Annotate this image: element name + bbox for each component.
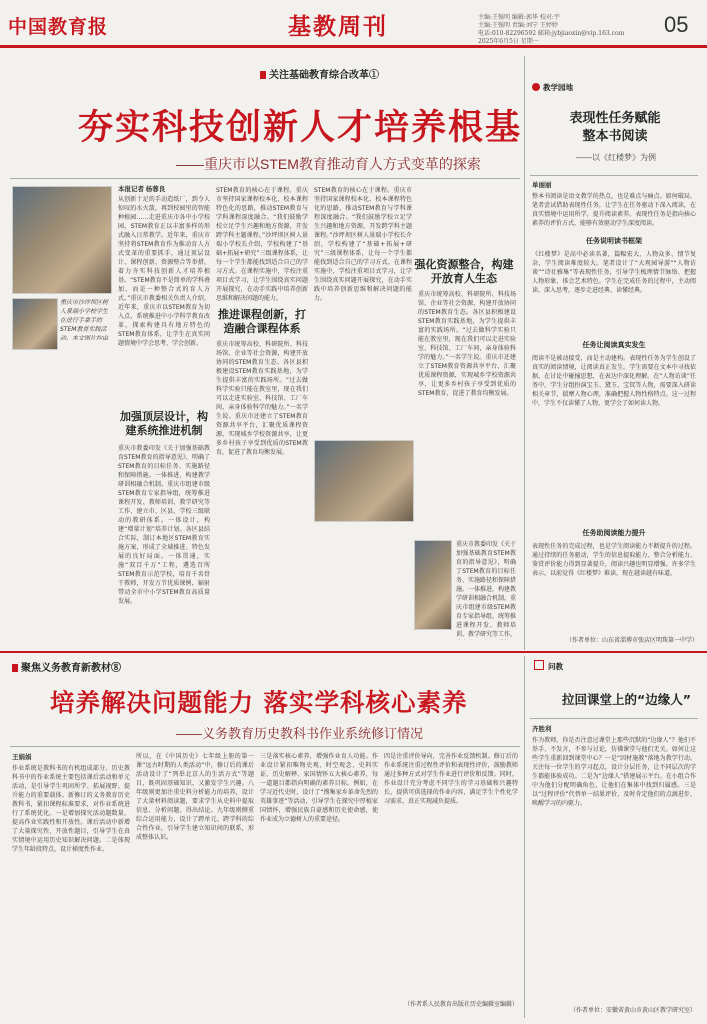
editor-line-2: 主编:王强明 责编:刘宁 王婷婷 <box>478 22 558 29</box>
masthead-logo: 中国教育报 <box>8 16 109 38</box>
feature-column-5: 重庆市统筹高校、科研院所、科技场馆、企业等社会资源，构建开放协同的STEM教育生态。各区县积极建设STEM教育实践基地，为学生提供丰富的实践场所。“过去做科学实验只能在教室里，现在我们可以走进实验室、科技馆、工厂车间，亲身体验科学的魅力。”一名学生说。重庆市还建立了STEM教育资源共享平台，汇聚优质课程资源，实现城乡学校资源共享，让更多乡村孩子享受到优质的STEM教育，促进了教育均衡发展。 <box>418 291 516 397</box>
ask-headline[interactable]: 拉回课堂上的“边缘人” <box>562 692 691 707</box>
feature-column-tag: 关注基础教育综合改革① <box>260 66 379 81</box>
feature-photo-3 <box>414 540 452 630</box>
feature-photo-2 <box>12 298 58 350</box>
sidebar-intro: 整本书阅读是语文教学的热点，也是难点与痛点。如何破局，笔者尝试借助表现性任务，让学生在任务驱动下深入阅读，在真实情境中运用所学，提升阅读素养。表现性任务是指向核心素养的评价方式，能够有效驱动学生深度阅读。 <box>532 193 696 227</box>
feature-column-2: 重庆市教委印发《关于加强基础教育STEM教育的指导意见》，明确了STEM教育的目标任务、实施路径和保障措施。一体推进，构建教学研训相融合机制。重庆市组建市级STEM教育专家指导组，统筹推进课程开发、教师培训、教学研究等工作，建立市、区县、学校三级联动的教研体系。一体设计，构建“增量计划”培养计划。各区县结合实际，制订本地区STEM教育实施方案，形成了全域推进、特色发展的良好局面。一体贯通，实施“双百千万”工程，遴选百所STEM教育示范学校，培育千名骨干教师，开发万节优质课例，辐射带动全市中小学STEM教育高质量发展。 <box>118 445 210 605</box>
date-line: 2025年6月5日 星期一 <box>478 38 539 45</box>
sidebar-headline-line-1: 表现性任务赋能 <box>569 111 661 126</box>
bottom-byline: 王娟娟 <box>12 754 32 761</box>
feature-subheadline: ——重庆市以STEM教育推动育人方式变革的探索 <box>176 156 481 172</box>
sidebar-byline: 单丽丽 <box>532 182 552 189</box>
sidebar-text-1: 《红楼梦》是高中必读名著，篇幅宏大、人物众多、情节复杂，学生阅读难度较大。笔者设计了“大观园导游”“人物访谈”“诗社雅集”等表现性任务，引导学生梳理情节脉络、把握人物形象、体会艺术特色。学生在完成任务的过程中，主动阅读、深入思考，逐步走进经典、读懂经典。 <box>532 251 696 294</box>
header-rule <box>0 45 707 48</box>
feature-photo-4 <box>314 440 414 522</box>
bottom-subheadline: ——义务教育历史教科书作业系统修订情况 <box>176 726 424 741</box>
ask-text: 作为教师，你是否注意过课堂上那些沉默的“边缘人”？他们不举手、不发言，不参与讨论，仿佛课堂与他们无关。如何让这些学生重新回到课堂中心？一是“因材施教”落地为教学行动。关注每一位学生的学习起点，设计分层任务，让不同层次的学生都能体验成功。二是为“边缘人”搭建展示平台。在小组合作中为他们分配明确角色，让他们在集体中找到归属感。三是以“过程评价”代替单一结果评价，及时肯定他们的点滴进步，唤醒学习的内驱力。 <box>532 737 696 807</box>
page-number: 05 <box>664 12 689 37</box>
divider <box>10 178 520 179</box>
column-rule <box>524 656 525 1018</box>
ask-byline: 齐胜利 <box>532 726 552 733</box>
sidebar-headline[interactable] <box>540 110 690 146</box>
divider <box>530 175 698 176</box>
sidebar-text-2: 阅读不是被动接受，而是主动建构。表现性任务为学生创设了真实的阅读情境，让阅读真正发生。学生需要在文本中寻找依据，在讨论中碰撞思想，在表达中深化理解。在“人物访谈”任务中，学生分组扮演宝玉、黛玉、宝钗等人物，需要深入研读相关章节，揣摩人物心理，准确把握人物性格特点。这一过程中，学生不仅读懂了人物，更学会了如何读人物。 <box>532 355 696 407</box>
bottom-column-4: 四是注重评价导向，完善作业反馈机制。修订后的作业系统注重过程性评价和表现性评价，鼓励教师通过多种方式对学生作业进行评价和反馈。同时，作业设计充分考虑不同学生的学习基础和兴趣特长，提供可供选择的作业内容，满足学生个性化学习需求，真正实现减负提质。 <box>384 753 518 805</box>
feature-column-1b <box>118 392 210 402</box>
issue-info <box>478 14 658 46</box>
sidebar-subheadline: ——以《红楼梦》为例 <box>576 153 656 162</box>
ask-column-tag: 问教 <box>534 660 563 672</box>
feature-headline[interactable]: 夯实科技创新人才培养根基 <box>78 108 523 148</box>
bottom-column-2: 所以，在《中国历史》七年级上册的第一课“远古时期的人类活动”中，修订后的课后活动设计了“列举北京人的生活方式”等题目，既巩固基础知识，又激发学生兴趣。八年级则更加注重史料分析能力的培养，设计了大量材料阅读题，要求学生从史料中提取信息、分析问题、得出结论。九年级则侧重综合运用能力，设计了跨单元、跨学科的综合性作业，引导学生建立知识间的联系，形成整体认识。 <box>136 753 254 841</box>
bottom-column-1: 作业系统是教科书的有机组成部分。历史教科书中的作业系统主要包括课后活动和单元活动，是引导学生巩固所学、拓展视野、提升能力的重要载体。新修订的义务教育历史教科书，紧扣课程标准要求，对作业系统进行了系统优化。一是增加探究活动题数量，提高作业实践性和开放性。课后活动中新增了大量探究性、开放性题目，引导学生在真实情境中运用历史知识解决问题。二是体现学生年龄段特点，设计梯度性作业。 <box>12 765 130 853</box>
feature-photo-caption: 重庆市沙坪坝区树人景瑞小学校学生在进行手拿手的STEM教育实践活动。本文图片均由 <box>60 299 109 340</box>
feature-column-3a: STEM教育的核心在于课程。重庆市坚持国家课程校本化、校本课程特色化的思路，推动STEM教育与学科课程深度融合。“我们鼓励学校立足学生兴趣和地方资源，开发跨学科主题课程。”沙坪坝区树人景瑞小学校长介绍，学校构建了“基础+拓展+研究”三级课程体系，让每一个学生都能找到适合自己的学习方式。在课程实施中，学校注重项目式学习，让学生围绕真实问题开展探究，在动手实践中培养创新思维和解决问题的能力。 <box>216 187 308 302</box>
divider <box>530 718 698 719</box>
sidebar-text-3: 表现性任务的完成过程，也是学生阅读能力不断提升的过程。通过持续的任务驱动，学生的信息提取能力、整合分析能力、鉴赏评价能力得到显著提升，阅读兴趣也明显增强。许多学生表示，以前觉得《红楼梦》难读，现在越读越有味道。 <box>532 543 696 577</box>
sidebar-subhead-1: 任务说明读书框架 <box>586 237 642 245</box>
feature-column-3b: 重庆市统筹高校、科研院所、科技场馆、企业等社会资源，构建开放协同的STEM教育生态。各区县积极建设STEM教育实践基地，为学生提供丰富的实践场所。“过去做科学实验只能在教室里，现在我们可以走进实验室、科技馆、工厂车间，亲身体验科学的魅力。”一名学生说。重庆市还建立了STEM教育资源共享平台，汇聚优质课程资源，实现城乡学校资源共享，让更多乡村孩子享受到优质的STEM教育，促进了教育均衡发展。 <box>216 341 308 456</box>
section-title: 基教周刊 <box>288 13 388 40</box>
sidebar-headline-line-2: 整本书阅读 <box>582 129 648 144</box>
feature-subhead-3: 强化资源整合，构建开放育人生态 <box>414 258 514 285</box>
feature-photo-1 <box>12 186 112 294</box>
feature-subhead-2: 推进课程创新，打造融合课程体系 <box>218 308 306 335</box>
sidebar-author: （作者单位：山东省淄博市张店区明珠第一中学） <box>565 637 698 644</box>
sidebar-subhead-2: 任务让阅读真实发生 <box>582 341 646 349</box>
feature-column-1: 从创新十足的手动造纸厂，到令人惊叹的水火箭，再到校园里的智能种植园……走进重庆市各中小学校园，STEM教育正以丰富多样的形式融入日常教学。近年来，重庆市坚持将STEM教育作为推动育人方式变革的重要抓手，通过顶层设计、课程创新、资源整合等举措，着力夯实科技创新人才培养根基。“STEM教育不是简单的学科叠加，而是一种整合式的育人方式。”重庆市教委相关负责人介绍，近年来，重庆市以STEM教育为切入点，系统推进中小学科学教育改革，探索构建具有地方特色的STEM教育体系，让学生在真实问题情境中学会思考、学会创新。 <box>118 196 210 347</box>
bottom-column-tag: 聚焦义务教育新教材⑧ <box>12 659 121 674</box>
feature-column-4: STEM教育的核心在于课程。重庆市坚持国家课程校本化、校本课程特色化的思路，推动STEM教育与学科课程深度融合。“我们鼓励学校立足学生兴趣和地方资源，开发跨学科主题课程。”沙坪坝区树人景瑞小学校长介绍，学校构建了“基础+拓展+研究”三级课程体系，让每一个学生都能找到适合自己的学习方式。在课程实施中，学校注重项目式学习，让学生围绕真实问题开展探究，在动手实践中培养创新思维和解决问题的能力。 <box>314 187 412 302</box>
divider <box>10 746 520 747</box>
bottom-column-3: 三是落实核心素养，增强作业育人功能。作业设计紧扣唯物史观、时空观念、史料实证、历史解释、家国情怀五大核心素养，每一道题目都指向明确的素养目标。例如，在学习近代史时，设计了“搜集家乡革命先烈的英雄事迹”等活动，引导学生在探究中厚植家国情怀，增强民族自豪感和历史使命感，使作业成为立德树人的重要途径。 <box>260 753 378 823</box>
bottom-headline[interactable]: 培养解决问题能力 落实学科核心素养 <box>50 688 468 717</box>
bottom-author: （作者系人民教育出版社历史编辑室编辑） <box>403 1001 518 1008</box>
sidebar-column-tag: 教学园地 <box>532 82 573 93</box>
editor-line: 主编:王强明 编辑:郭华 校对:宇 <box>478 14 560 21</box>
sidebar-subhead-3: 任务助阅读能力提升 <box>582 529 646 537</box>
ask-author: （作者单位：安徽省黄山市黄山区教学研究室） <box>569 1007 696 1014</box>
contact-line: 电话:010-82296592 邮箱:jybjiaoxin@vip.163.com <box>478 30 625 37</box>
feature-column-5b: 重庆市教委印发《关于加强基础教育STEM教育的指导意见》，明确了STEM教育的目标任务、实施路径和保障措施。一体推进，构建教学研训相融合机制。重庆市组建市级STEM教育专家指导组，统筹推进课程开发、教师培训、教学研究等工作， <box>456 541 516 638</box>
section-divider <box>0 651 707 653</box>
column-rule <box>524 56 525 650</box>
feature-byline: 本报记者 杨蓉良 <box>118 186 166 193</box>
feature-subhead-1: 加强顶层设计，构建系统推进机制 <box>120 410 208 437</box>
